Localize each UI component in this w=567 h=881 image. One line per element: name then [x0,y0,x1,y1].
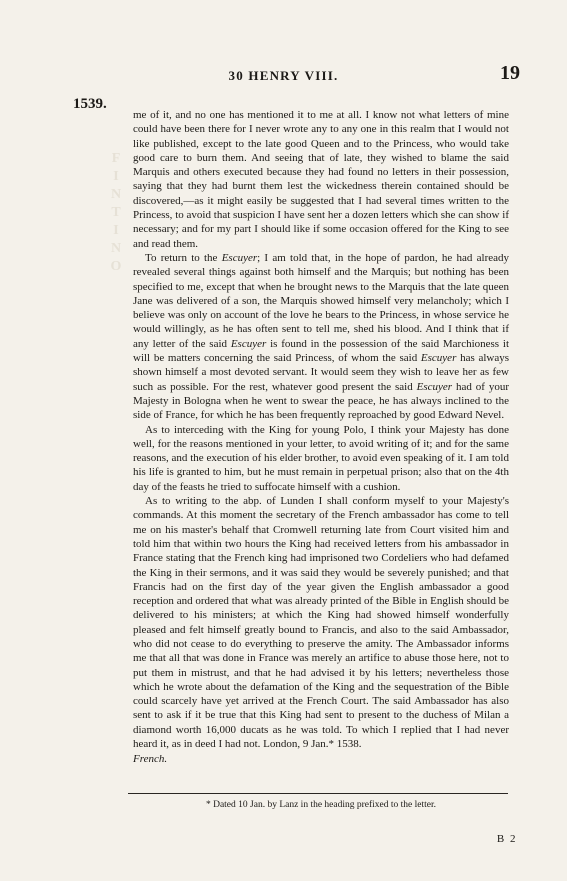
printer-signature-mark: B 2 [496,833,517,845]
language-note: French. [133,753,168,766]
footnote: * Dated 10 Jan. by Lanz in the heading prefixed to the letter. [205,800,437,810]
paragraph-2: To return to the Escuyer; I am told that, in the hope of pardon, he had already revealed several things against both himself and the Marquis; but nothing has been specified to me, except that when he brought news to the Marquis that the late queen Jane was delivered of a son, the Marquis showed himself very melancholy; which I believe was only on account of the love he bears to the Princess, in whose service he would willingly, as he has often sent to tell me, shed his blood. And I think that if any letter of the said Escuyer is found in the possession of the said Marchioness it will be matters concerning the said Princess, of whom the said Escuyer has always shown himself a most devoted servant. It would seem they wish to leave her as few such as possible. For the rest, whatever good present the said Escuyer had of your Majesty in Bologna when he went to swear the peace, he has always inclined to the side of France, for which he has been frequently reproached by good Edward Nevel. [133,251,510,422]
page-number: 19 [500,62,520,84]
running-head-title: 30 HENRY VIII. [228,68,339,83]
footnote-rule [128,793,508,794]
running-header [0,62,567,84]
library-watermark: F I N T I N O [110,151,122,274]
paragraph-1: me of it, and no one has mentioned it to me at all. I know not what letters of mine could have been there for I never wrote any to any one in this realm that I would not like published, except to the late good Queen and to the Princess, who would take good care to burn them. And seeing that of late, they wished to blame the said Marquis and others executed because they had found no letters in their possession, saying that they had burnt them lest the wickedness therein contained should be discovered,—as it might easily be suggested that I had several times written to the Princess, to avoid that suspicion I have sent her a dozen letters which she can show if necessary; and for my part I should like if some occasion offered for the King to see and read them. [133,109,509,250]
paragraph-4: As to writing to the abp. of Lunden I shall conform myself to your Majesty's commands. At this moment the secretary of the French ambassador has come to tell me on his master's behalf that Cromwell returning late from Court visited him and told him that within two hours the King had received letters from his ambassador in France stating that the French king had imprisoned two Cordeliers who had defamed the King in their sermons, and it was said they would be severely punished; and that Francis had on the first day of the year given the English ambassador a good reception and ordered that what was already printed of the Bible in English should be delivered to his ministers; at which the King had showed himself wonderfully pleased and felt himself greatly bound to Francis, and also to the said Ambassador, who did not cease to do everything to preserve the amity. The Ambassador informs me that all that was done in France was merely an artifice to abuse those here, not to put them in mistrust, and that he had advised it by his letters; nevertheless those which he wrote about the defamation of the King and the sequestration of the Bible could scarcely have yet arrived at the French Court. The said Ambassador has also sent to ask if it be true that this King had sent to present to the duchess of Milan a diamond worth 16,000 ducats as he was told. To which I replied that I had never heard it, as in deed I had not. London, 9 Jan.* 1538. [133,495,509,751]
margin-year: 1539. [73,96,107,112]
letter-body [133,108,509,767]
paragraph-3: As to interceding with the King for young Polo, I think your Majesty has done well, for the reasons mentioned in your letter, to avoid writing of it; and for the same reasons, and the execution of his elder brother, to avoid even speaking of it. I am told his life is granted to him, but he must remain in perpetual prison; also that on the 4th day of the feasts he tried to suffocate himself with a cushion. [133,423,509,493]
